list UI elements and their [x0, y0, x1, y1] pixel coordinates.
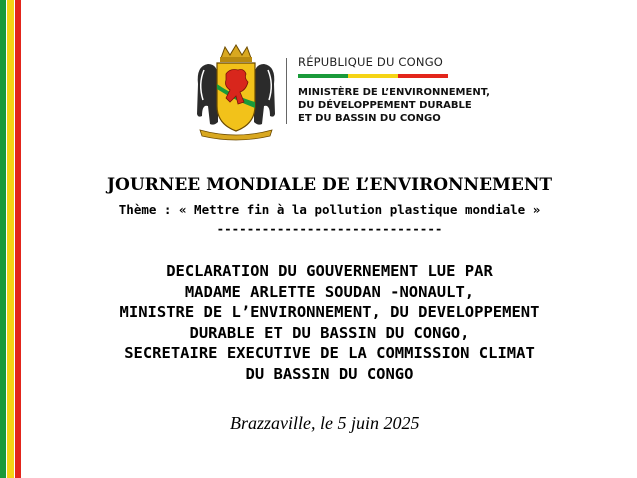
- republic-label: RÉPUBLIQUE DU CONGO: [298, 55, 444, 69]
- declaration-line: DECLARATION DU GOUVERNEMENT LUE PAR: [166, 262, 493, 280]
- coat-of-arms-icon: [194, 44, 278, 142]
- tricolor-line: [298, 74, 448, 78]
- ministry-name: [298, 86, 490, 125]
- theme-line: Thème : « Mettre fin à la pollution plastique mondiale »: [118, 202, 541, 217]
- page-title: JOURNEE MONDIALE DE L’ENVIRONNEMENT: [106, 175, 553, 195]
- ministry-line: DU DÉVELOPPEMENT DURABLE: [298, 100, 472, 111]
- green-stripe: [0, 0, 6, 478]
- flag-border: [0, 0, 22, 478]
- declaration-line: DU BASSIN DU CONGO: [245, 364, 414, 383]
- separator: ------------------------------: [216, 221, 443, 236]
- ministry-header: [194, 44, 494, 144]
- declaration-line: DURABLE ET DU BASSIN DU CONGO,: [189, 323, 470, 342]
- declaration-line: MADAME ARLETTE SOUDAN -NONAULT,: [184, 282, 475, 301]
- ministry-line: ET DU BASSIN DU CONGO: [298, 113, 441, 124]
- yellow-stripe: [7, 0, 13, 478]
- declaration-line: MINISTRE DE L’ENVIRONNEMENT, DU DEVELOPPEMENT: [119, 303, 540, 321]
- declaration-line: SECRETAIRE EXECUTIVE DE LA COMMISSION CLIMAT: [124, 344, 535, 362]
- place-date: Brazzaville, le 5 juin 2025: [230, 413, 420, 433]
- red-stripe: [15, 0, 21, 478]
- declaration-block: [22, 261, 637, 384]
- ministry-line: MINISTÈRE DE L’ENVIRONNEMENT,: [298, 87, 490, 98]
- header-divider: [286, 58, 287, 124]
